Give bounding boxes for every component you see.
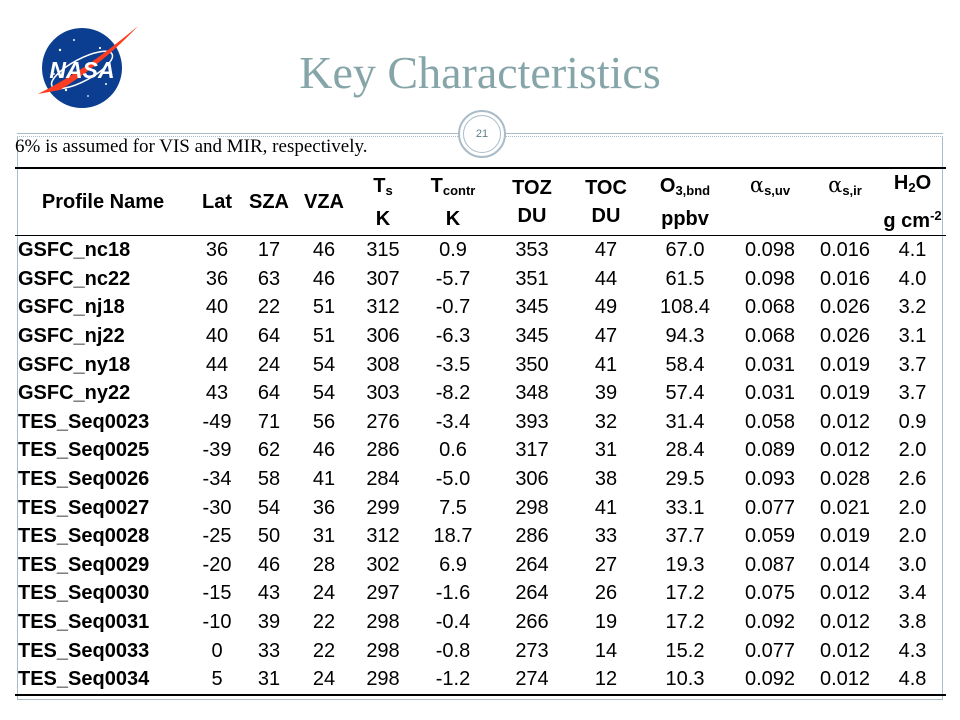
cell-name: TES_Seq0028 [18,525,150,548]
cell-o3bnd: 61.5 [665,267,705,290]
cell-h2o: 2.0 [898,525,927,548]
table-row [15,465,946,494]
cell-sza: 46 [257,553,281,576]
cell-sza: 39 [257,611,281,634]
cell-o3bnd: 33.1 [665,496,705,519]
cell-ts: 284 [366,468,400,491]
cell-ts: 303 [366,382,400,405]
table-row [15,236,946,265]
cell-lat: -25 [202,525,232,548]
table-row [15,579,946,608]
cell-ts: 298 [366,611,400,634]
cell-sza: 64 [257,382,281,405]
cell-name: GSFC_ny22 [18,382,131,405]
cell-vza: 28 [312,553,336,576]
cell-h2o: 2.0 [898,496,927,519]
cell-alpha-s-uv: 0.092 [744,611,796,634]
cell-toz: 393 [515,410,549,433]
cell-lat: -30 [202,496,232,519]
cell-toz: 306 [515,468,549,491]
cell-o3bnd: 28.4 [665,439,705,462]
cell-name: GSFC_nj22 [18,325,125,348]
cell-sza: 63 [257,267,281,290]
cell-name: TES_Seq0030 [18,582,150,605]
cell-h2o: 3.7 [898,382,927,405]
cell-alpha-s-uv: 0.087 [744,553,796,576]
cell-o3bnd: 94.3 [665,325,705,348]
title-rule-left [17,133,460,134]
cell-o3bnd: 57.4 [665,382,705,405]
slide-number-badge [458,110,506,158]
cell-lat: -10 [202,611,232,634]
col-header-profile-name: Profile Name [41,191,165,213]
cell-h2o: 2.6 [898,468,927,491]
cell-vza: 24 [312,668,336,691]
cell-toz: 351 [515,267,549,290]
cell-toc: 31 [594,439,618,462]
slide-number: 21 [475,128,489,140]
cell-name: GSFC_ny18 [18,353,131,376]
cell-alpha-s-uv: 0.058 [744,410,796,433]
cell-toc: 44 [594,267,618,290]
cell-vza: 41 [312,468,336,491]
cell-vza: 22 [312,639,336,662]
cell-tcontr: 0.6 [439,439,467,462]
col-header-h2o: $H_2O$ g $cm^{-2}$ [883,172,942,232]
cell-lat: 40 [205,296,229,319]
cell-vza: 36 [312,496,336,519]
cell-lat: -39 [202,439,232,462]
table-row [15,436,946,465]
cell-vza: 54 [312,382,336,405]
cell-alpha-s-uv: 0.075 [744,582,796,605]
cell-h2o: 3.0 [898,553,927,576]
cell-alpha-s-uv: 0.031 [744,382,796,405]
cell-ts: 286 [366,439,400,462]
table-row [15,322,946,351]
cell-h2o: 0.9 [898,410,927,433]
cell-lat: -15 [202,582,232,605]
cell-toc: 32 [594,410,618,433]
cell-tcontr: -5.7 [435,267,471,290]
cell-lat: 36 [205,239,229,262]
table-row [15,665,946,695]
cell-alpha-s-ir: 0.012 [819,639,871,662]
cell-lat: 43 [205,382,229,405]
cell-alpha-s-ir: 0.026 [819,325,871,348]
cell-alpha-s-uv: 0.092 [744,668,796,691]
cell-ts: 307 [366,267,400,290]
cell-toz: 350 [515,353,549,376]
col-header-vza: VZA [304,191,344,213]
nasa-logo-text: NASA [49,57,115,83]
cell-tcontr: 18.7 [433,525,473,548]
col-header-toz: TOZ DU [512,177,552,227]
cell-toc: 39 [594,382,618,405]
table-row [15,350,946,379]
cell-toc: 26 [594,582,618,605]
cell-h2o: 3.4 [898,582,927,605]
cell-o3bnd: 58.4 [665,353,705,376]
cell-ts: 276 [366,410,400,433]
cell-o3bnd: 10.3 [665,668,705,691]
cell-toc: 41 [594,353,618,376]
cell-sza: 17 [257,239,281,262]
cell-o3bnd: 108.4 [659,296,711,319]
cell-alpha-s-ir: 0.016 [819,267,871,290]
cell-toz: 273 [515,639,549,662]
cell-h2o: 3.7 [898,353,927,376]
cell-vza: 46 [312,439,336,462]
cell-vza: 54 [312,353,336,376]
cell-lat: 44 [205,353,229,376]
table-row [15,551,946,580]
cell-ts: 298 [366,639,400,662]
cell-tcontr: 7.5 [439,496,467,519]
cell-ts: 312 [366,296,400,319]
cell-toz: 274 [515,668,549,691]
cell-alpha-s-ir: 0.019 [819,525,871,548]
col-header-alpha-s-uv: $\alpha_{s,uv}$ [749,173,791,198]
table-body [15,236,946,695]
table-row [15,379,946,408]
table-row [15,408,946,437]
partial-text-line: 6% is assumed for VIS and MIR, respectively. [15,136,368,157]
cell-sza: 24 [257,353,281,376]
cell-lat: 0 [211,639,223,662]
cell-name: GSFC_nc18 [18,239,131,262]
cell-toc: 38 [594,468,618,491]
cell-lat: 40 [205,325,229,348]
cell-vza: 24 [312,582,336,605]
cell-tcontr: -0.8 [435,639,471,662]
cell-vza: 51 [312,296,336,319]
cell-alpha-s-uv: 0.059 [744,525,796,548]
cell-tcontr: -5.0 [435,468,471,491]
cell-alpha-s-uv: 0.098 [744,267,796,290]
title-rule-right [505,133,943,134]
cell-name: GSFC_nj18 [18,296,125,319]
cell-sza: 33 [257,639,281,662]
cell-o3bnd: 31.4 [665,410,705,433]
cell-o3bnd: 15.2 [665,639,705,662]
cell-o3bnd: 67.0 [665,239,705,262]
cell-o3bnd: 17.2 [665,582,705,605]
col-header-o3bnd: $O_{3,bnd}$ ppbv [659,174,711,230]
cell-h2o: 3.8 [898,611,927,634]
cell-alpha-s-uv: 0.089 [744,439,796,462]
cell-h2o: 2.0 [898,439,927,462]
col-header-alpha-s-ir: $\alpha_{s,ir}$ [828,173,862,198]
cell-ts: 298 [366,668,400,691]
table-row [15,493,946,522]
cell-name: TES_Seq0033 [18,639,150,662]
cell-o3bnd: 17.2 [665,611,705,634]
cell-tcontr: 6.9 [439,553,467,576]
col-header-lat: Lat [202,191,232,213]
cell-ts: 297 [366,582,400,605]
cell-toz: 264 [515,553,549,576]
cell-toc: 33 [594,525,618,548]
cell-toz: 298 [515,496,549,519]
cell-toz: 264 [515,582,549,605]
cell-alpha-s-ir: 0.028 [819,468,871,491]
cell-ts: 312 [366,525,400,548]
cell-sza: 54 [257,496,281,519]
cell-tcontr: -6.3 [435,325,471,348]
cell-name: TES_Seq0023 [18,410,150,433]
cell-alpha-s-ir: 0.012 [819,582,871,605]
table-row [15,293,946,322]
cell-alpha-s-uv: 0.093 [744,468,796,491]
cell-alpha-s-ir: 0.019 [819,382,871,405]
cell-ts: 315 [366,239,400,262]
cell-lat: -49 [202,410,232,433]
cell-alpha-s-ir: 0.012 [819,439,871,462]
cell-lat: -20 [202,553,232,576]
cell-h2o: 4.1 [898,239,927,262]
cell-toc: 27 [594,553,618,576]
cell-sza: 62 [257,439,281,462]
nasa-logo [30,18,142,114]
cell-alpha-s-ir: 0.012 [819,611,871,634]
cell-sza: 43 [257,582,281,605]
cell-sza: 31 [257,668,281,691]
col-header-ts: $T_s$ K [373,174,393,230]
cell-toc: 41 [594,496,618,519]
table-row [15,608,946,637]
cell-toz: 286 [515,525,549,548]
cell-name: GSFC_nc22 [18,267,131,290]
cell-ts: 306 [366,325,400,348]
cell-alpha-s-ir: 0.012 [819,668,871,691]
cell-toz: 345 [515,325,549,348]
cell-tcontr: -1.6 [435,582,471,605]
title-rule-left-dotted [17,136,460,137]
cell-alpha-s-uv: 0.068 [744,296,796,319]
cell-vza: 46 [312,239,336,262]
cell-name: TES_Seq0027 [18,496,150,519]
cell-vza: 56 [312,410,336,433]
cell-alpha-s-uv: 0.031 [744,353,796,376]
cell-tcontr: -3.5 [435,353,471,376]
cell-toz: 348 [515,382,549,405]
table-row [15,265,946,294]
col-header-tcontr: $T_{contr}$ K [430,174,476,230]
cell-vza: 31 [312,525,336,548]
cell-ts: 299 [366,496,400,519]
cell-o3bnd: 37.7 [665,525,705,548]
title-rule-right-dotted [505,136,943,137]
cell-toc: 49 [594,296,618,319]
cell-alpha-s-ir: 0.026 [819,296,871,319]
cell-lat: 36 [205,267,229,290]
cell-vza: 51 [312,325,336,348]
cell-tcontr: -3.4 [435,410,471,433]
cell-name: TES_Seq0026 [18,468,150,491]
cell-h2o: 4.8 [898,668,927,691]
cell-toz: 317 [515,439,549,462]
slide-title: Key Characteristics [299,47,661,98]
cell-alpha-s-uv: 0.077 [744,639,796,662]
cell-name: TES_Seq0025 [18,439,150,462]
cell-tcontr: -1.2 [435,668,471,691]
cell-h2o: 3.1 [898,325,927,348]
cell-vza: 22 [312,611,336,634]
col-header-sza: SZA [249,191,289,213]
cell-alpha-s-ir: 0.016 [819,239,871,262]
table-row [15,522,946,551]
cell-tcontr: 0.9 [439,239,467,262]
profile-table [15,167,946,696]
cell-toc: 14 [594,639,618,662]
cell-toz: 345 [515,296,549,319]
cell-h2o: 4.0 [898,267,927,290]
cell-alpha-s-uv: 0.068 [744,325,796,348]
cell-vza: 46 [312,267,336,290]
cell-sza: 58 [257,468,281,491]
cell-toz: 266 [515,611,549,634]
cell-toc: 12 [594,668,618,691]
cell-h2o: 3.2 [898,296,927,319]
cell-o3bnd: 19.3 [665,553,705,576]
cell-alpha-s-ir: 0.012 [819,410,871,433]
cell-alpha-s-ir: 0.019 [819,353,871,376]
cell-name: TES_Seq0031 [18,611,150,634]
cell-sza: 22 [257,296,281,319]
col-header-toc: TOC DU [585,177,627,227]
cell-o3bnd: 29.5 [665,468,705,491]
cell-ts: 308 [366,353,400,376]
cell-sza: 71 [257,410,281,433]
cell-ts: 302 [366,553,400,576]
cell-toc: 47 [594,325,618,348]
cell-toz: 353 [515,239,549,262]
cell-sza: 50 [257,525,281,548]
cell-tcontr: -0.4 [435,611,471,634]
cell-lat: -34 [202,468,232,491]
cell-lat: 5 [211,668,223,691]
cell-sza: 64 [257,325,281,348]
cell-tcontr: -0.7 [435,296,471,319]
cell-tcontr: -8.2 [435,382,471,405]
cell-name: TES_Seq0029 [18,553,150,576]
cell-h2o: 4.3 [898,639,927,662]
cell-name: TES_Seq0034 [18,668,150,691]
cell-toc: 47 [594,239,618,262]
cell-toc: 19 [594,611,618,634]
cell-alpha-s-uv: 0.077 [744,496,796,519]
cell-alpha-s-ir: 0.021 [819,496,871,519]
table-row [15,636,946,665]
table-header-row [15,168,946,236]
cell-alpha-s-ir: 0.014 [819,553,871,576]
cell-alpha-s-uv: 0.098 [744,239,796,262]
